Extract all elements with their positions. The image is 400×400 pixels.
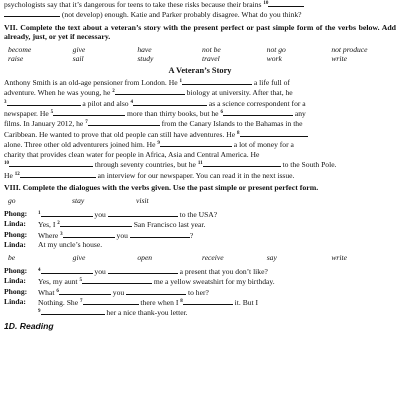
answer-blank[interactable]: [83, 297, 139, 305]
answer-blank[interactable]: [130, 230, 190, 238]
answer-blank[interactable]: [4, 9, 60, 17]
word-item: give: [72, 44, 86, 54]
word-item: not go: [266, 44, 286, 54]
answer-blank[interactable]: [223, 108, 293, 116]
verb-item: stay: [72, 196, 85, 206]
answer-blank[interactable]: [203, 159, 281, 167]
answer-blank[interactable]: [108, 209, 178, 217]
top-paragraph: [4, 0, 396, 20]
story-title: A Veteran’s Story: [168, 66, 232, 76]
verb-item: go: [8, 196, 16, 206]
dialogue-2: Phong: $^4$ you a present that you don’t like? Linda: Yes, my aunt $^5$ me a yellow sweatshirt for my birthday. Phong: What $^6$ you to her? Linda: Nothing. She $^7$ there when I $^8$ it. But I $^9$ her a nice thank-you letter.: [4, 265, 275, 318]
verb-item: be: [8, 253, 16, 263]
verb-list-2: [8, 253, 396, 262]
answer-blank[interactable]: [160, 139, 232, 147]
answer-blank[interactable]: [82, 276, 152, 284]
answer-blank[interactable]: [41, 209, 93, 217]
word-item: travel: [201, 54, 220, 64]
story-text: Anthony Smith is an old-age pensioner from London. He $^1$ a life full of adventure. When he was young, he $^2$ biology at university. After that, he $^3$ a pilot and also $^4$ as a science correspondent for a newspaper. He $^5$ more than thirty books, but he $^6$ any films. In January 2012, he $^7$ from the Canary Islands to the Bahamas in the Caribbean. He wanted to prove that old people can still have adventures. He $^8$ alone. Three other old adventurers joined him. He $^9$ a lot of money for a charity that provides clean water for people in Africa, Asia and Central America. He $^{10}$ through seventy countries, but he $^{11}$ to the South Pole. He $^{12}$ an interview for our newspaper. You can read it in the next issue.: [4, 77, 337, 180]
verb-list-1: [8, 196, 396, 205]
answer-blank[interactable]: [60, 219, 132, 227]
word-item: raise: [8, 54, 24, 64]
word-item: study: [137, 54, 154, 64]
speaker-label: Linda:: [4, 239, 26, 249]
answer-blank[interactable]: [133, 98, 207, 106]
top-line-text: (not develop) enough. Katie and Parker probably disagree. What do you think?: [61, 10, 302, 20]
word-item: sail: [72, 54, 84, 64]
word-item: become: [8, 44, 32, 54]
verb-item: say: [266, 253, 277, 263]
verb-item: give: [72, 253, 86, 263]
answer-blank[interactable]: [183, 297, 233, 305]
word-item: write: [331, 54, 347, 64]
speaker-label: Phong:: [4, 286, 28, 296]
answer-blank[interactable]: [9, 159, 93, 167]
verb-item: open: [137, 253, 153, 263]
answer-blank[interactable]: [53, 108, 125, 116]
word-item: not produce: [331, 44, 368, 54]
section-1d-heading: 1D. Reading: [4, 320, 54, 331]
verb-item: write: [331, 253, 347, 263]
speaker-label: Phong:: [4, 229, 28, 239]
answer-blank[interactable]: [115, 87, 185, 95]
answer-blank[interactable]: [268, 0, 304, 7]
verb-item: receive: [202, 253, 224, 263]
answer-blank[interactable]: [59, 287, 111, 295]
answer-blank[interactable]: [20, 170, 96, 178]
top-line-text: psychologists say that it’s dangerous for teens to take these risks because their brains: [4, 0, 262, 9]
section-viii-heading: VIII. Complete the dialogues with the verbs given. Use the past simple or present perfect form.: [4, 182, 319, 192]
speaker-label: Phong:: [4, 208, 28, 218]
word-bank-vii: [8, 45, 396, 64]
answer-blank[interactable]: [182, 77, 252, 85]
dialogue-1: Phong: $^1$ you to the USA? Linda: Yes, I $^2$ San Francisco last year. Phong: Where $^3$ you ? Linda: At my uncle’s house.: [4, 208, 218, 249]
answer-blank[interactable]: [108, 266, 178, 274]
section-vii-heading: VII. Complete the text about a veteran’s story with the present perfect or past simple form of the verbs below. Add already, just, or yet if necessary.: [4, 22, 396, 42]
answer-blank[interactable]: [7, 98, 81, 106]
speaker-label: Phong:: [4, 265, 28, 275]
gap-number: 10: [263, 1, 269, 6]
word-item: work: [266, 54, 282, 64]
answer-blank[interactable]: [240, 129, 308, 137]
answer-blank[interactable]: [126, 287, 186, 295]
answer-blank[interactable]: [41, 266, 93, 274]
speaker-label: Linda:: [4, 276, 26, 286]
answer-blank[interactable]: [41, 307, 105, 315]
verb-item: visit: [136, 196, 149, 206]
speaker-label: Linda:: [4, 219, 26, 229]
speaker-label: Linda:: [4, 296, 26, 306]
word-item: not be: [201, 44, 221, 54]
word-item: have: [137, 44, 152, 54]
answer-blank[interactable]: [63, 230, 115, 238]
answer-blank[interactable]: [88, 118, 160, 126]
